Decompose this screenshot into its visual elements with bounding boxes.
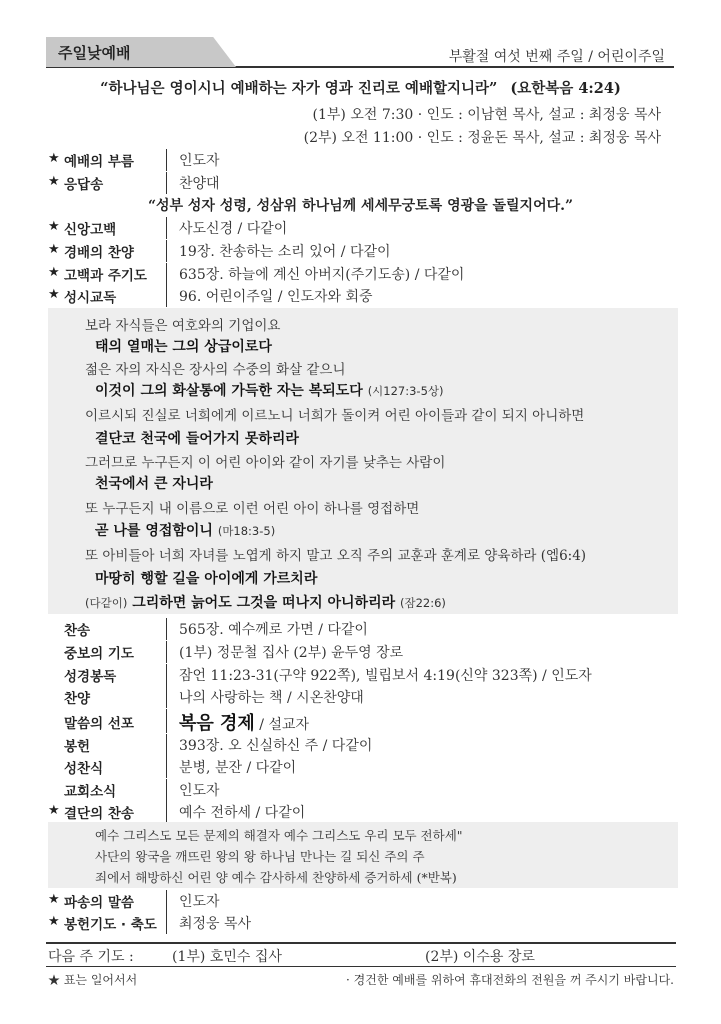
stand-icon: ★ [48, 219, 60, 234]
order-label: 신앙고백 [64, 222, 117, 238]
order-label: 성경봉독 [64, 669, 117, 685]
order-label: 응답송 [64, 177, 104, 193]
reading-line-response [95, 568, 317, 588]
order-label: 교회소식 [64, 784, 117, 800]
order-label: 고백과 주기도 [64, 268, 147, 284]
order-value: 393장. 오 신실하신 주 / 다같이 [179, 738, 373, 754]
lyric-line: 예수 그리스도 모든 문제의 해결자 예수 그리스도 우리 모두 전하세" [95, 828, 463, 843]
reading-line: 또 아비들아 너희 자녀를 노엽게 하지 말고 오직 주의 교훈과 훈계로 양육하라 (엡6:4) [85, 548, 587, 564]
reading-text: 그리하면 늙어도 그것을 떠나지 아니하리라 [132, 595, 396, 611]
next-week-label: 다음 주 기도 : [48, 949, 134, 965]
divider [166, 285, 167, 307]
reading-line-response [95, 380, 444, 400]
reading-text: 이것이 그의 화살통에 가득한 자는 복되도다 [95, 383, 363, 399]
divider [166, 217, 167, 239]
order-value: 635장. 하늘에 계신 아버지(주기도송) / 다같이 [179, 267, 465, 283]
footer-rule [46, 966, 676, 967]
order-value: 565장. 예수께로 가면 / 다같이 [179, 622, 368, 638]
header-subtitle: 부활절 여섯 번째 주일 / 어린이주일 [448, 49, 665, 65]
order-item [48, 172, 678, 194]
divider [166, 664, 167, 686]
reading-line: 보라 자식들은 여호와의 기업이요 [85, 318, 281, 334]
theme-text: “하나님은 영이시니 예배하는 자가 영과 진리로 예배할지니라” [100, 80, 498, 97]
order-value: 인도자 [179, 153, 220, 169]
reading-line-response [95, 473, 213, 493]
reading-line: 또 누구든지 내 이름으로 이런 어린 아이 하나를 영접하면 [85, 501, 420, 517]
service-first: (1부) 오전 7:30 · 인도 : 이남현 목사, 설교 : 최정웅 목사 [312, 107, 661, 123]
theme-verse [0, 77, 721, 98]
reading-line-together [85, 592, 446, 612]
order-label: 봉헌기도 · 축도 [64, 917, 157, 933]
divider [166, 618, 167, 640]
reading-text: 곧 나를 영접함이니 [95, 523, 213, 539]
reading-line-response [95, 520, 275, 540]
order-value: 분병, 분잔 / 다같이 [179, 760, 297, 776]
reading-text: 결단코 천국에 들어가지 못하리라 [95, 431, 299, 447]
divider [166, 641, 167, 663]
scripture-ref: (마18:3-5) [217, 524, 276, 538]
stand-icon: ★ [48, 803, 60, 818]
stand-icon: ★ [48, 242, 60, 257]
order-item [48, 779, 678, 801]
order-item [48, 686, 678, 708]
sermon-title: 복음 경제 [179, 713, 255, 734]
order-label: 봉헌 [64, 739, 91, 755]
theme-ref: (요한복음 4:24) [510, 80, 621, 97]
order-value: 잠언 11:23-31(구약 922쪽), 빌립보서 4:19(신약 323쪽) / 인도자 [179, 668, 592, 684]
sermon-speaker: / 설교자 [259, 717, 310, 733]
order-item [48, 149, 678, 171]
order-label: 파송의 말씀 [64, 895, 134, 911]
order-value: 96. 어린이주일 / 인도자와 회중 [179, 289, 373, 305]
stand-icon: ★ [48, 914, 60, 929]
reading-line: 그러므로 누구든지 이 어린 아이와 같이 자기를 낮추는 사람이 [85, 455, 446, 471]
order-item [48, 734, 678, 756]
scripture-ref: (잠22:6) [400, 596, 446, 610]
order-item [48, 618, 678, 640]
order-item [48, 912, 678, 934]
order-item [48, 285, 678, 307]
stand-icon: ★ [48, 265, 60, 280]
order-label: 성찬식 [64, 761, 104, 777]
reading-text: 천국에서 큰 자니라 [95, 476, 213, 492]
order-label: 찬양 [64, 691, 91, 707]
divider [166, 756, 167, 778]
order-value: 최정웅 목사 [179, 916, 252, 932]
order-item [48, 641, 678, 663]
star-note: ★ 표는 일어서서 [48, 973, 138, 987]
divider [166, 263, 167, 285]
stand-icon: ★ [48, 287, 60, 302]
service-second: (2부) 오전 11:00 · 인도 : 정윤돈 목사, 설교 : 최정웅 목사 [303, 130, 661, 146]
divider [166, 890, 167, 912]
divider [166, 779, 167, 801]
divider [166, 172, 167, 194]
lyric-line: 죄에서 해방하신 어린 양 예수 감사하세 찬양하세 증거하세 (*반복) [95, 870, 457, 885]
order-value: 인도자 [179, 894, 220, 910]
reading-text: 마땅히 행할 길을 아이에게 가르치라 [95, 571, 318, 587]
lyric-line: 사단의 왕국을 깨뜨린 왕의 왕 하나님 만나는 길 되신 주의 주 [95, 849, 425, 864]
doxology-line: “성부 성자 성령, 성삼위 하나님께 세세무궁토록 영광을 돌릴지어다.” [147, 198, 574, 214]
divider [166, 149, 167, 171]
order-label: 결단의 찬송 [64, 806, 134, 822]
order-value: 나의 사랑하는 책 / 시온찬양대 [179, 690, 364, 706]
order-value: 예수 전하세 / 다같이 [179, 805, 306, 821]
together-label: (다같이) [85, 596, 128, 610]
order-label: 성시교독 [64, 290, 117, 306]
reading-line: 젊은 자의 자식은 장사의 수중의 화살 같으니 [85, 362, 346, 378]
service-title: 주일낮예배 [58, 44, 131, 62]
stand-icon: ★ [48, 892, 60, 907]
stand-icon: ★ [48, 174, 60, 189]
order-label: 중보의 기도 [64, 646, 134, 662]
divider [166, 709, 167, 733]
order-label: 말씀의 선포 [64, 716, 134, 732]
order-item [48, 756, 678, 778]
order-item [48, 664, 678, 686]
stand-icon: ★ [48, 151, 60, 166]
divider [166, 734, 167, 756]
order-item-sermon [48, 709, 678, 733]
order-value: (1부) 정문철 집사 (2부) 윤두영 장로 [179, 645, 404, 661]
order-value: 인도자 [179, 783, 220, 799]
order-item [48, 217, 678, 239]
next-week-first: (1부) 호민수 집사 [172, 949, 282, 965]
reading-line-response [95, 428, 299, 448]
order-label: 예배의 부름 [64, 154, 134, 170]
reading-text: 태의 열매는 그의 상급이로다 [95, 339, 272, 355]
order-label: 찬송 [64, 623, 91, 639]
order-value: 사도신경 / 다같이 [179, 221, 288, 237]
scripture-ref: (시127:3-5상) [367, 384, 444, 398]
divider [166, 686, 167, 708]
order-item [48, 263, 678, 285]
order-item [48, 240, 678, 262]
order-item [48, 801, 678, 823]
order-value: 찬양대 [179, 176, 220, 192]
divider [166, 240, 167, 262]
order-value: 19장. 찬송하는 소리 있어 / 다같이 [179, 244, 391, 260]
footer-rule [46, 942, 676, 944]
order-label: 경배의 찬양 [64, 245, 134, 261]
reading-line-response [95, 336, 272, 356]
order-value [179, 709, 309, 735]
divider [166, 912, 167, 934]
next-week-second: (2부) 이수용 장로 [425, 949, 535, 965]
order-item [48, 890, 678, 912]
reading-line: 이르시되 진실로 너희에게 이르노니 너희가 돌이켜 어린 아이들과 같이 되지 아니하면 [85, 408, 585, 424]
phone-note: · 경건한 예배를 위하여 휴대전화의 전원을 꺼 주시기 바랍니다. [346, 973, 674, 987]
divider [166, 801, 167, 823]
